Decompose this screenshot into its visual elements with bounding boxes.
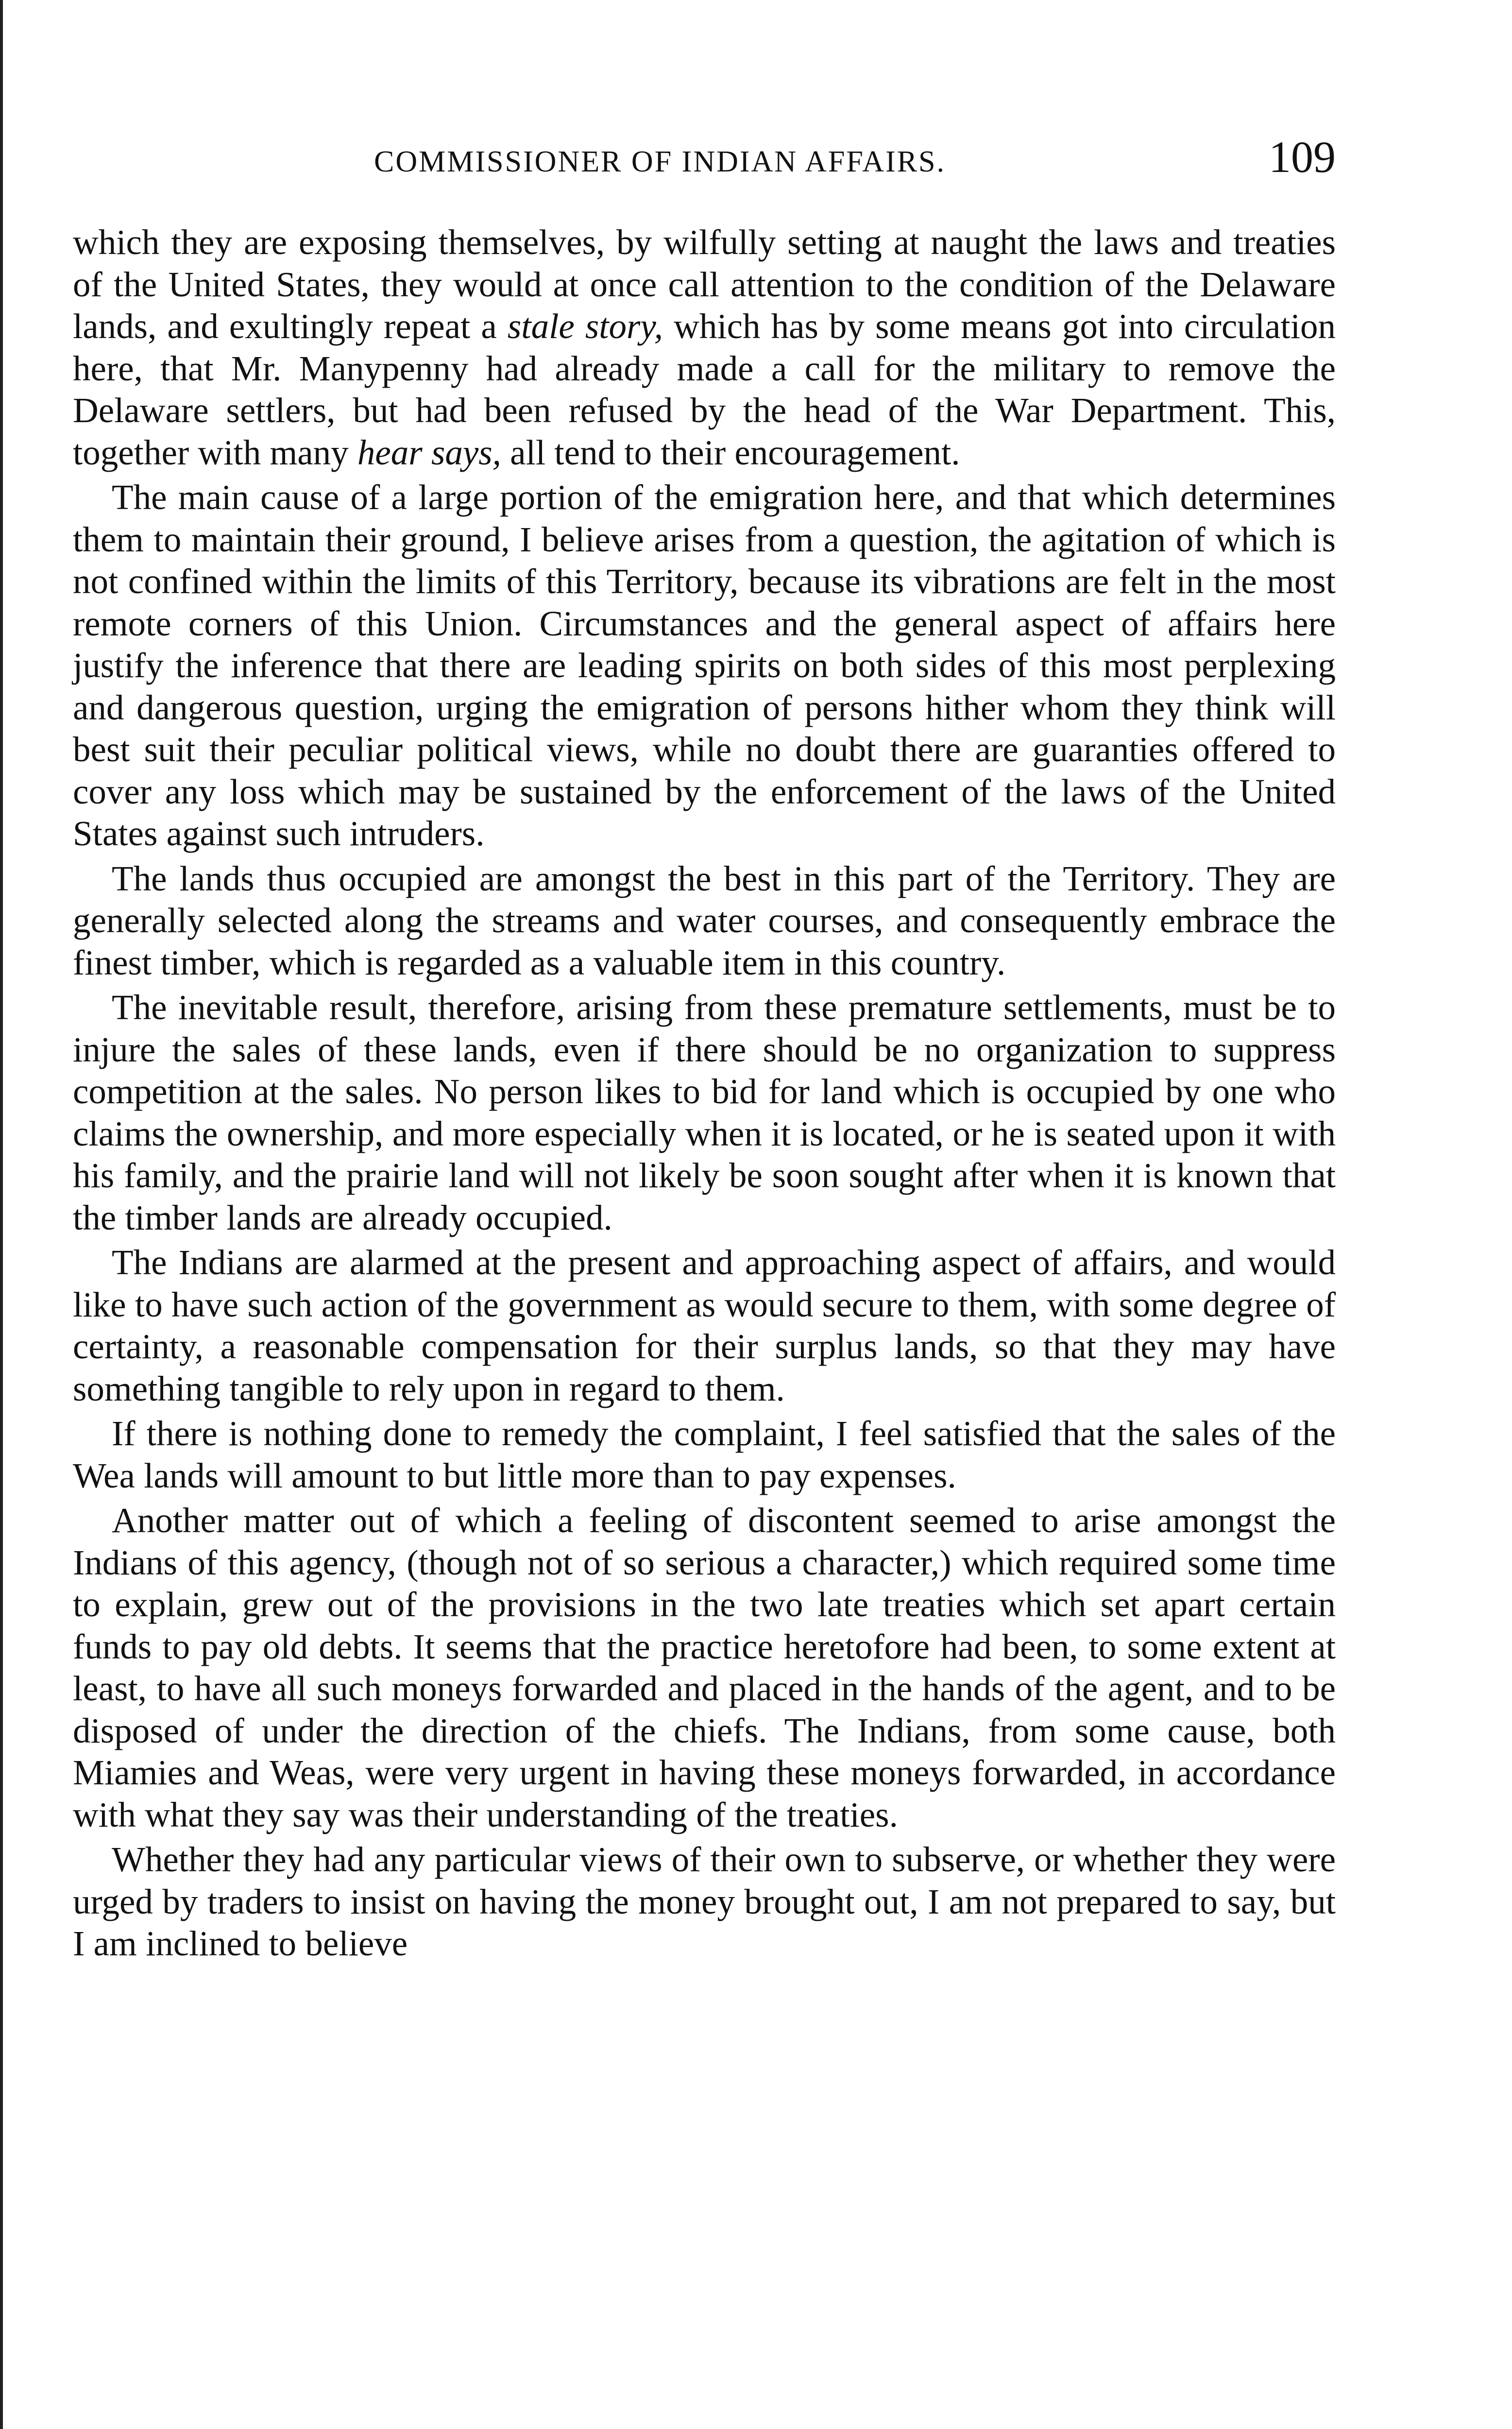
paragraph-1	[73, 222, 1336, 474]
paragraph-4: The inevitable result, therefore, arising from these premature settlements, must be to injure the sales of these lands, even if there should be no organization to suppress competition at the sales. No person likes to bid for land which is occupied by one who claims the ownership, and more especially when it is located, or he is seated upon it with his family, and the prairie land will not likely be soon sought after when it is known that the timber lands are already occupied.	[73, 988, 1336, 1237]
paragraph-7: Another matter out of which a feeling of discontent seemed to arise amongst the Indians of this agency, (though not of so serious a character,) which required some time to explain, grew out of the provisions in the two late treaties which set apart certain funds to pay old debts. It seems that the practice heretofore had been, to some extent at least, to have all such moneys forwarded and placed in the hands of the agent, and to be disposed of under the direction of the chiefs. The Indians, from some cause, both Miamies and Weas, were very urgent in having these moneys forwarded, in accordance with what they say was their understanding of the treaties.	[73, 1501, 1336, 1834]
page-edge-shadow	[0, 0, 3, 2429]
paragraph-1-part-c: all tend to their encouragement.	[501, 432, 960, 472]
paragraph-6: If there is nothing done to remedy the complaint, I feel satisfied that the sales of the Wea lands will amount to but little more than to pay expenses.	[73, 1414, 1336, 1495]
paragraph-1-part-b: which has by some means got into circulation here, that Mr. Manypenny had already made a call for the military to remove the Delaware settlers, but had been refused by the head of the War Department. This, together with many	[73, 307, 1336, 472]
paragraph-1-part-a: which they are exposing themselves, by wilfully setting at naught the laws and treaties of the United States, they would at once call attention to the condition of the Delaware lands, and exultingly repeat a	[73, 222, 1336, 346]
italic-hear-says: hear says,	[357, 432, 501, 472]
italic-stale-story: stale story,	[507, 307, 663, 346]
paragraph-5: The Indians are alarmed at the present and approaching aspect of affairs, and would like to have such action of the government as would secure to them, with some degree of certainty, a reasonable compensation for their surplus lands, so that they may have something tangible to rely upon in regard to them.	[73, 1243, 1336, 1408]
running-head	[73, 131, 1336, 185]
paragraph-3: The lands thus occupied are amongst the best in this part of the Territory. They are generally selected along the streams and water courses, and consequently embrace the finest timber, which is regarded as a valuable item in this country.	[73, 858, 1336, 982]
page-number: 109	[1269, 132, 1336, 182]
paragraph-8: Whether they had any particular views of their own to subserve, or whether they were urged by traders to insist on having the money brought out, I am not prepared to say, but I am inclined to believe	[73, 1840, 1336, 1963]
body-text	[73, 222, 1336, 1965]
running-title: COMMISSIONER OF INDIAN AFFAIRS.	[374, 145, 946, 178]
paragraph-2: The main cause of a large portion of the emigration here, and that which determines them to maintain their ground, I believe arises from a question, the agitation of which is not confined within the limits of this Territory, because its vibrations are felt in the most remote corners of this Union. Circumstances and the general aspect of affairs here justify the inference that there are leading spirits on both sides of this most perplexing and dangerous question, urging the emigration of persons hither whom they think will best suit their peculiar political views, while no doubt there are guaranties offered to cover any loss which may be sustained by the enforcement of the laws of the United States against such intruders.	[73, 478, 1336, 853]
